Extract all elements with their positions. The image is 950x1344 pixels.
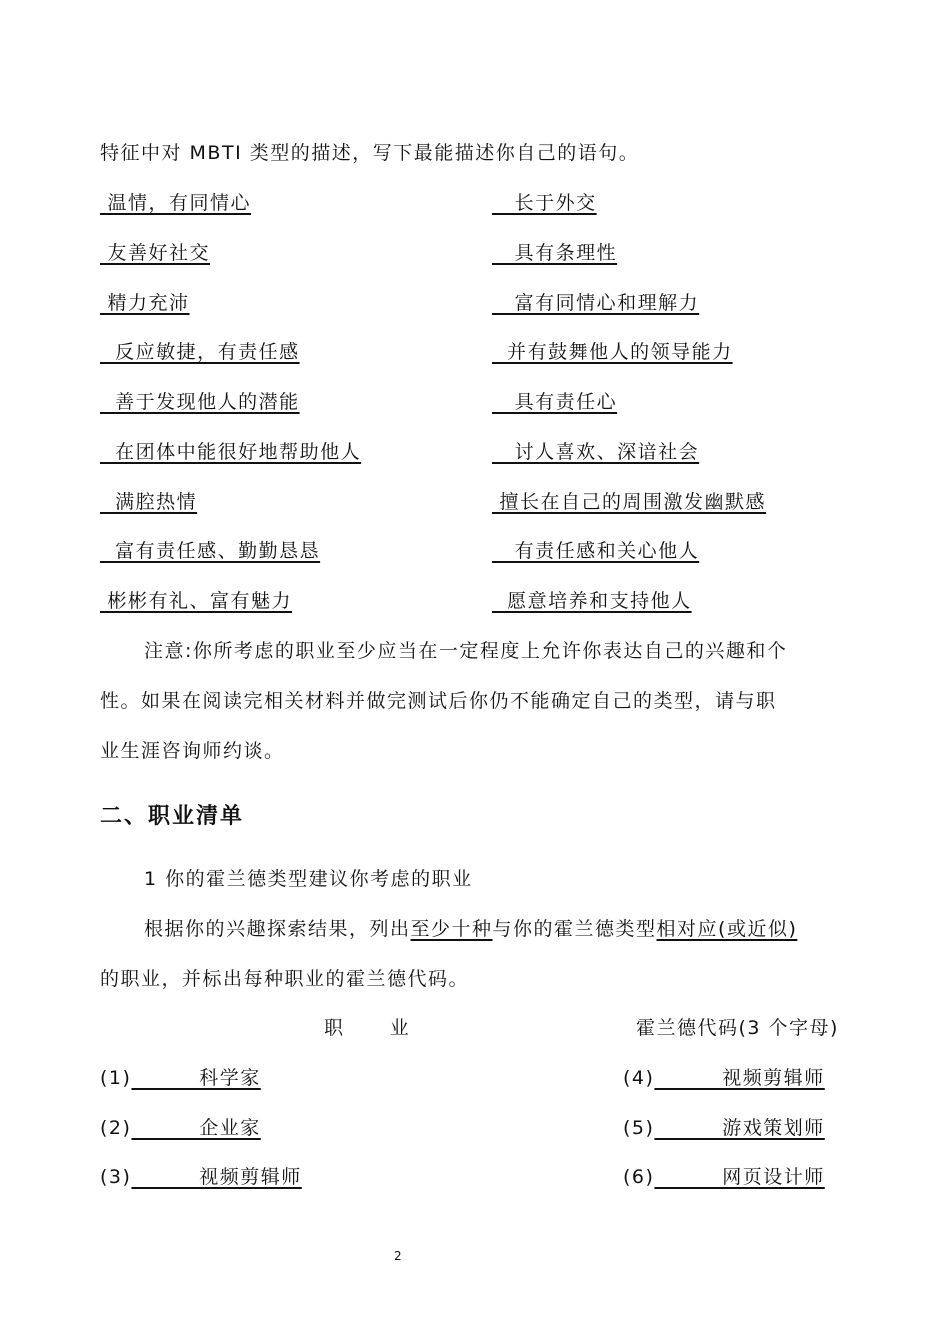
note-line: 业生涯咨询师约谈。 xyxy=(100,740,285,762)
career-number: (6) xyxy=(623,1166,655,1188)
career-name: 游戏策划师 xyxy=(654,1117,825,1139)
instruction-emphasis: 相对应(或近似) xyxy=(656,918,798,940)
career-item xyxy=(623,1162,825,1189)
trait-item: 具有条理性 xyxy=(492,242,618,264)
section-heading: 二、职业清单 xyxy=(100,804,245,829)
instruction-line: 的职业，并标出每种职业的霍兰德代码。 xyxy=(100,968,470,990)
trait-item: 温情，有同情心 xyxy=(100,192,252,214)
column-header-job: 职 业 xyxy=(324,1017,411,1039)
trait-item: 彬彬有礼、富有魅力 xyxy=(100,590,293,612)
trait-item: 擅长在自己的周围激发幽默感 xyxy=(492,491,767,513)
career-item xyxy=(623,1113,825,1140)
trait-item: 反应敏捷，有责任感 xyxy=(100,341,300,363)
trait-item: 善于发现他人的潜能 xyxy=(100,391,300,413)
page-number: 2 xyxy=(394,1249,402,1263)
career-item xyxy=(100,1162,302,1189)
trait-item: 精力充沛 xyxy=(100,292,190,314)
trait-item: 愿意培养和支持他人 xyxy=(492,590,692,612)
trait-item: 在团体中能很好地帮助他人 xyxy=(100,441,362,463)
career-name: 企业家 xyxy=(131,1117,261,1139)
career-number: (5) xyxy=(623,1117,655,1139)
career-number: (1) xyxy=(100,1067,132,1089)
trait-item: 长于外交 xyxy=(492,192,597,214)
trait-item: 满腔热情 xyxy=(100,491,198,513)
subsection-title: 1 你的霍兰德类型建议你考虑的职业 xyxy=(144,868,473,890)
trait-item: 并有鼓舞他人的领导能力 xyxy=(492,341,733,363)
career-item xyxy=(623,1063,825,1090)
intro-line: 特征中对 MBTI 类型的描述，写下最能描述你自己的语句。 xyxy=(100,142,640,164)
career-number: (4) xyxy=(623,1067,655,1089)
column-header-code: 霍兰德代码(3 个字母) xyxy=(636,1017,839,1039)
career-name: 科学家 xyxy=(131,1067,261,1089)
career-item xyxy=(100,1113,261,1140)
career-number: (2) xyxy=(100,1117,132,1139)
trait-item: 具有责任心 xyxy=(492,391,618,413)
trait-item: 友善好社交 xyxy=(100,242,211,264)
career-name: 网页设计师 xyxy=(654,1166,825,1188)
career-name: 视频剪辑师 xyxy=(131,1166,302,1188)
career-number: (3) xyxy=(100,1166,132,1188)
trait-item: 富有同情心和理解力 xyxy=(492,292,700,314)
career-item xyxy=(100,1063,261,1090)
trait-item: 有责任感和关心他人 xyxy=(492,540,700,562)
note-line: 注意:你所考虑的职业至少应当在一定程度上允许你表达自己的兴趣和个 xyxy=(144,640,788,662)
note-line: 性。如果在阅读完相关材料并做完测试后你仍不能确定自己的类型，请与职 xyxy=(100,690,777,712)
instruction-line xyxy=(144,914,797,941)
instruction-text: 与你的霍兰德类型 xyxy=(492,918,657,940)
career-name: 视频剪辑师 xyxy=(654,1067,825,1089)
trait-item: 讨人喜欢、深谙社会 xyxy=(492,441,700,463)
instruction-emphasis: 至少十种 xyxy=(410,918,493,940)
trait-item: 富有责任感、勤勤恳恳 xyxy=(100,540,321,562)
instruction-text: 根据你的兴趣探索结果，列出 xyxy=(144,918,411,940)
